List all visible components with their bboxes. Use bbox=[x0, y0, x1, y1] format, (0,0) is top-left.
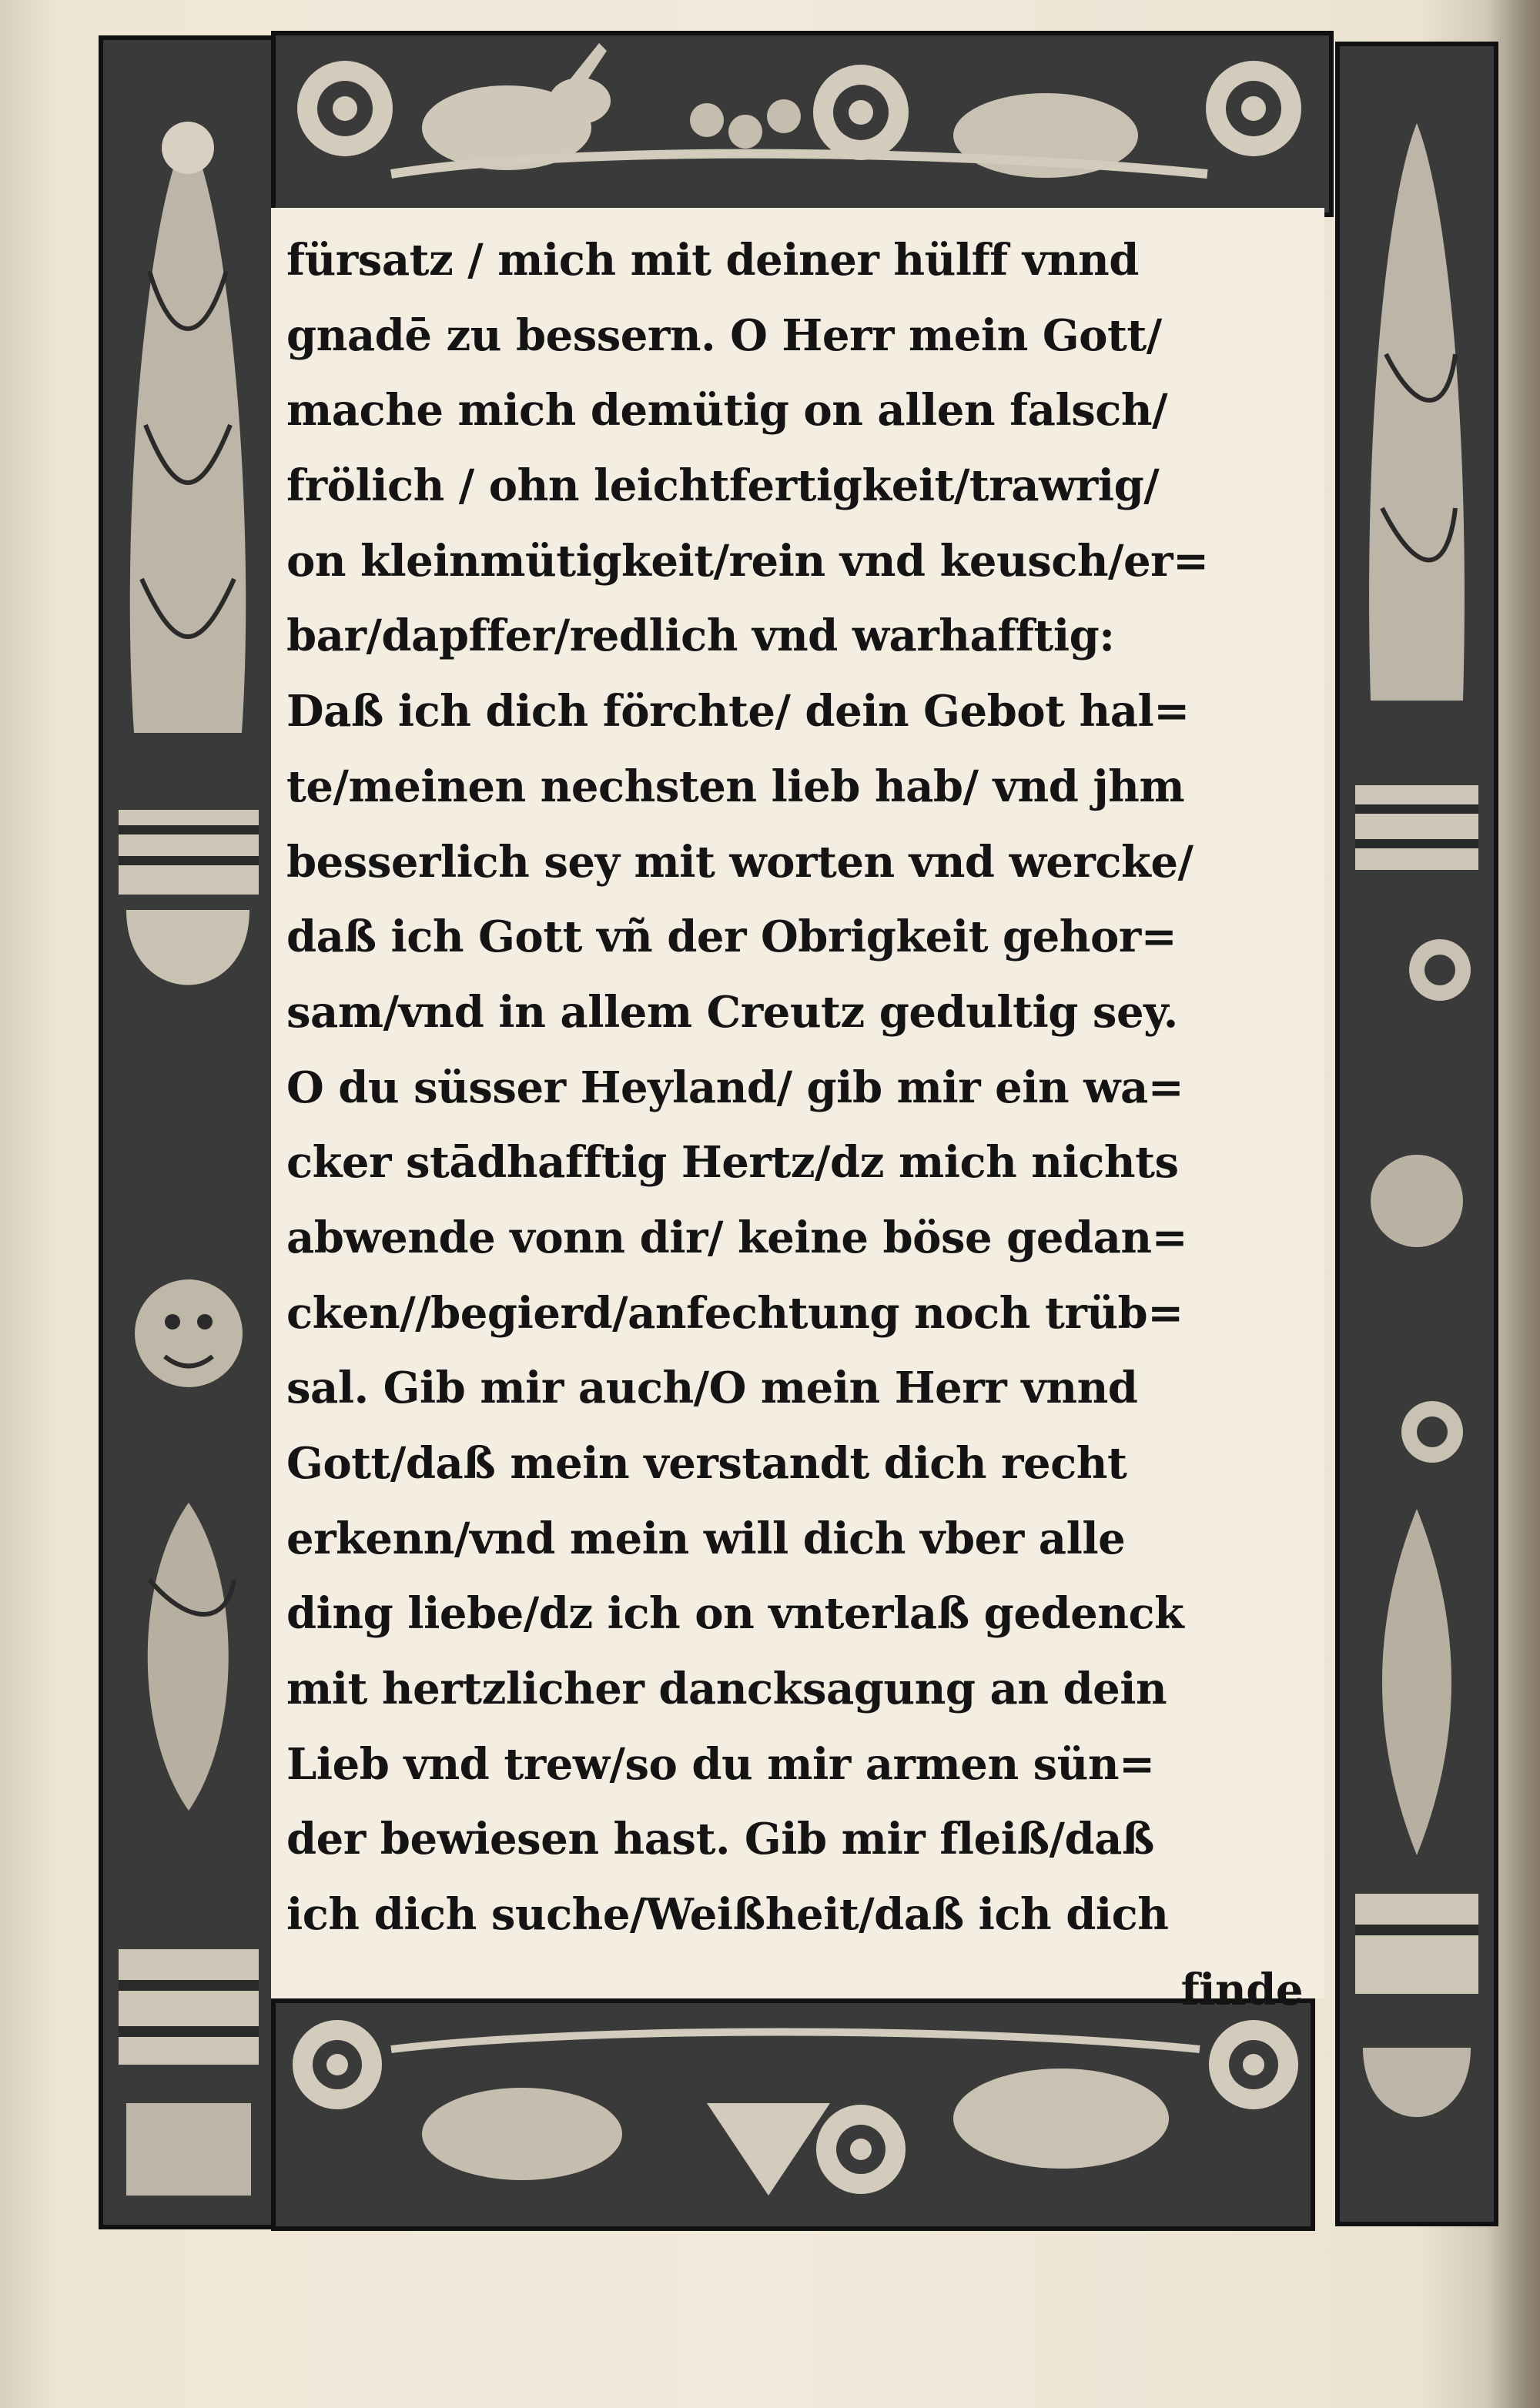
text-line: Lieb vnd trew/so du mir armen sün= bbox=[286, 1738, 1155, 1790]
ornament-figure-column-icon bbox=[103, 40, 274, 2225]
text-line: cken//begierd/anfechtung noch trüb= bbox=[286, 1287, 1183, 1339]
text-line: sam/vnd in allem Creutz gedultig sey. bbox=[286, 986, 1178, 1038]
woodcut-border-left bbox=[99, 35, 279, 2229]
text-line: Gott/daß mein verstandt dich recht bbox=[286, 1438, 1127, 1489]
text-line: erkenn/vnd mein will dich vber alle bbox=[286, 1513, 1126, 1564]
text-line: der bewiesen hast. Gib mir fleiß/daß bbox=[286, 1814, 1154, 1865]
prayer-text-block bbox=[286, 223, 1311, 2028]
text-line: ich dich suche/Weißheit/daß ich dich bbox=[286, 1889, 1169, 1941]
text-line: daß ich Gott vñ der Obrigkeit gehor= bbox=[286, 911, 1177, 963]
text-line: mit hertzlicher dancksagung an dein bbox=[286, 1664, 1167, 1715]
text-line: bar/dapffer/redlich vnd warhafftig: bbox=[286, 610, 1115, 662]
text-line: cker stādhafftig Hertz/dz mich nichts bbox=[286, 1137, 1179, 1189]
text-line: Daß ich dich förchte/ dein Gebot hal= bbox=[286, 686, 1190, 737]
text-line: mache mich demütig on allen falsch/ bbox=[286, 385, 1168, 436]
text-line: frölich / ohn leichtfertigkeit/trawrig/ bbox=[286, 460, 1160, 512]
woodcut-border-top bbox=[271, 31, 1334, 217]
text-line: fürsatz / mich mit deiner hülff vnnd bbox=[286, 235, 1139, 286]
text-line: gnadē zu bessern. O Herr mein Gott/ bbox=[286, 309, 1162, 361]
text-line: O du süsser Heyland/ gib mir ein wa= bbox=[286, 1062, 1184, 1113]
woodcut-border-bottom bbox=[271, 1998, 1315, 2231]
text-line: besserlich sey mit worten vnd wercke/ bbox=[286, 836, 1194, 888]
woodcut-border-right bbox=[1335, 42, 1498, 2226]
text-line: abwende vonn dir/ keine böse gedan= bbox=[286, 1212, 1188, 1263]
ornament-rabbit-scroll-icon bbox=[276, 35, 1329, 212]
text-line: ding liebe/dz ich on vnterlaß gedenck bbox=[286, 1588, 1184, 1640]
text-line: sal. Gib mir auch/O mein Herr vnnd bbox=[286, 1363, 1138, 1414]
catchword: finde bbox=[1180, 1964, 1303, 2015]
text-line: te/meinen nechsten lieb hab/ vnd jhm bbox=[286, 761, 1185, 812]
text-line: on kleinmütigkeit/rein vnd keusch/er= bbox=[286, 535, 1209, 587]
ornament-animal-scroll-icon bbox=[276, 2003, 1311, 2226]
ornament-candelabra-column-icon bbox=[1340, 46, 1494, 2222]
